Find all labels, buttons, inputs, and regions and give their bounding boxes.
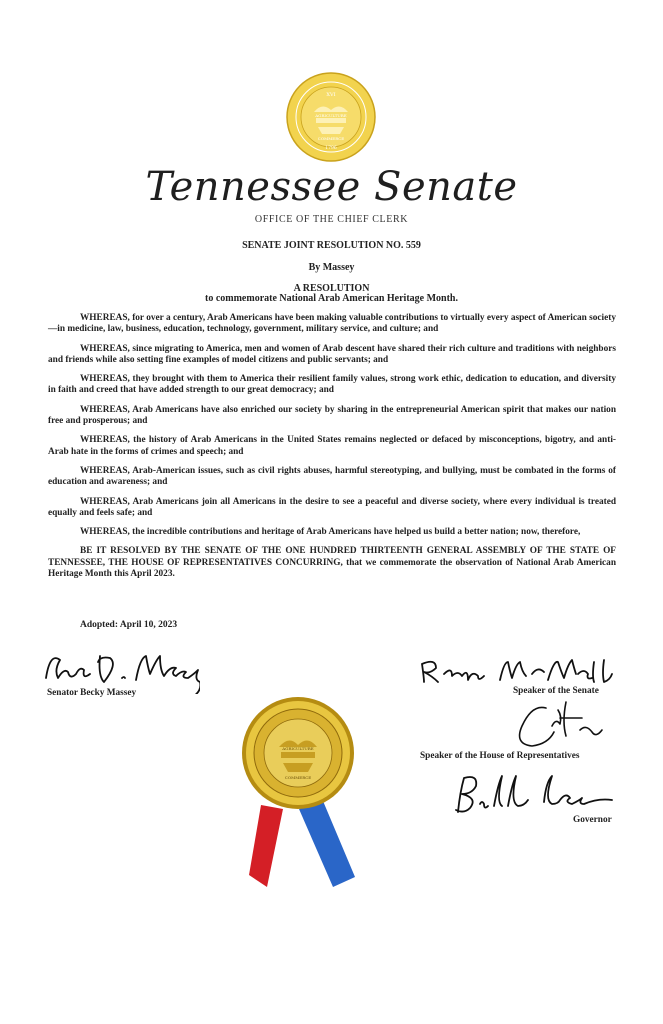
senate-speaker-caption: Speaker of the Senate	[513, 686, 599, 696]
whereas-clause: WHEREAS, since migrating to America, men and women of Arab descent have shared their rich culture and traditions with neighbors and friends while also setting fine examples of model citizens and public servants; and	[48, 343, 616, 365]
adopted-date: Adopted: April 10, 2023	[80, 620, 178, 630]
whereas-clause: WHEREAS, they brought with them to America their resilient family values, strong work ethic, dedication to education, and diversity in faith and creed that have added strength to our great democracy; and	[48, 374, 616, 396]
whereas-clause: WHEREAS, for over a century, Arab Americans have been making valuable contributions to virtually every aspect of American society—in medicine, law, business, education, technology, government, military service, and culture; and	[48, 313, 616, 335]
whereas-clause: WHEREAS, the history of Arab Americans in the United States remains neglected or defaced by misconceptions, bigotry, and anti-Arab hate in the forms of crimes and speech; and	[48, 435, 616, 457]
gold-seal-agriculture-text: AGRICULTURE	[282, 746, 314, 751]
whereas-clause: WHEREAS, Arab-American issues, such as civil rights abuses, harmful stereotyping, and bullying, must be combated in the forms of education and awareness; and	[48, 465, 616, 488]
red-ribbon	[249, 805, 283, 887]
house-speaker-caption: Speaker of the House of Representatives	[420, 751, 580, 761]
resolution-heading: A RESOLUTION	[293, 283, 370, 294]
resolution-purpose: to commemorate National Arab American Heritage Month.	[205, 293, 458, 304]
page-title: Tennessee Senate	[145, 164, 518, 210]
resolution-sponsor: By Massey	[308, 262, 355, 273]
whereas-clause: WHEREAS, the incredible contributions and heritage of Arab Americans have helped us build a better nation; now, therefore,	[80, 527, 581, 538]
seal-number-text: XVI	[326, 92, 336, 98]
seal-agriculture-text: AGRICULTURE	[315, 113, 347, 118]
seal-commerce-text: COMMERCE	[317, 136, 345, 141]
senate-speaker-signature	[418, 656, 618, 686]
whereas-clause: WHEREAS, Arab Americans have also enriched our society by sharing in the entrepreneurial American spirit that makes our nation free and prosperous; and	[48, 404, 616, 427]
state-seal-logo	[286, 72, 376, 162]
seal-year-text: 1796	[325, 146, 337, 151]
resolved-clause: BE IT RESOLVED BY THE SENATE OF THE ONE HUNDRED THIRTEENTH GENERAL ASSEMBLY OF THE STATE OF TENNESSEE, THE HOUSE OF REPRESENTATIVES CONCURRING, that we commemorate the observation of National Arab American Heritage Month this April 2023.	[48, 546, 616, 580]
governor-caption: Governor	[573, 815, 612, 825]
gold-foil-seal	[237, 697, 359, 893]
sponsor-caption: Senator Becky Massey	[47, 688, 137, 698]
office-subtitle: OFFICE OF THE CHIEF CLERK	[254, 214, 409, 225]
blue-ribbon	[299, 801, 355, 887]
whereas-clause: WHEREAS, Arab Americans join all Americans in the desire to see a peaceful and diverse society, where every individual is treated equally and feels safe; and	[48, 496, 616, 518]
governor-signature	[444, 772, 618, 820]
house-speaker-signature	[500, 700, 610, 752]
resolution-number: SENATE JOINT RESOLUTION NO. 559	[242, 240, 421, 251]
seal-burst	[242, 697, 354, 809]
resolution-clauses	[48, 313, 616, 588]
gold-seal-commerce-text: COMMERCE	[284, 775, 312, 780]
